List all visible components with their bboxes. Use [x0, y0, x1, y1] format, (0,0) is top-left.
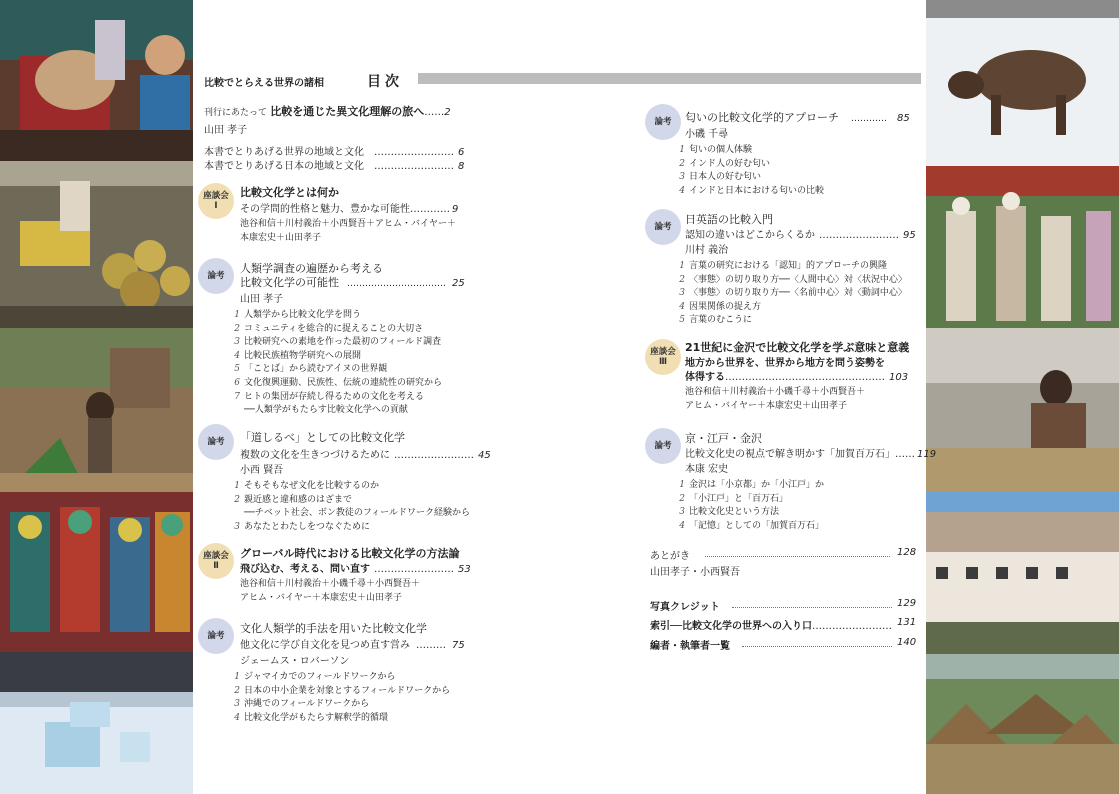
toc-entry-index[interactable]: 索引──比較文化学の世界への入り口……………………	[650, 621, 893, 632]
list-item	[228, 348, 361, 361]
list-item-number: 7	[234, 391, 240, 402]
zadan2-authors-2: アヒム・バイヤー＋本康宏史＋山田孝子	[240, 593, 403, 603]
list-item-number: 3	[679, 288, 685, 298]
afterword-leader	[705, 556, 890, 558]
list-item-text: ──人類学がもたらす比較文化学への貢献	[244, 405, 408, 416]
ronko-badge-2: 論考	[198, 424, 234, 460]
list-item-text: ヒトの集団が存続し得るための文化を考える	[244, 391, 425, 402]
list-item	[673, 477, 824, 490]
list-item-number: 3	[234, 521, 240, 532]
masked-dancers-photo	[926, 166, 1119, 328]
list-item-text: 沖縄でのフィールドワークから	[244, 699, 370, 709]
list-item-text: 日本の中小企業を対象とするフィールドワークから	[244, 685, 451, 696]
village-woman-photo	[0, 328, 193, 492]
list-item-number: 2	[234, 323, 240, 334]
list-item-text: 親近感と違和感のはざまで	[244, 494, 353, 505]
zadan1-authors-2: 本康宏史＋山田孝子	[240, 233, 322, 243]
list-item	[228, 361, 387, 374]
list-item-number: 4	[234, 712, 240, 723]
list-item	[673, 183, 824, 196]
list-item-text: 言葉のむこうに	[689, 315, 753, 325]
list-item-number: 2	[234, 494, 240, 505]
list-item	[228, 307, 361, 320]
toc-entry-preface[interactable]: 刊行にあたって 比較を通じた異文化理解の旅へ……2	[204, 105, 451, 118]
list-item-number: 4	[679, 301, 685, 312]
zadan-badge-3: 座談会 Ⅲ	[645, 339, 681, 375]
ronko-badge-4: 論考	[645, 104, 681, 140]
list-item	[228, 321, 423, 334]
list-item	[673, 518, 824, 531]
list-item-text: 人類学から比較文化学を問う	[244, 310, 362, 320]
book-title: 比較でとらえる世界の諸相	[204, 78, 324, 89]
zadan1-title[interactable]: 比較文化学とは何か	[240, 186, 339, 199]
list-item	[673, 491, 788, 504]
toc-title: 目次	[367, 74, 403, 90]
list-item-number: 1	[234, 672, 240, 682]
ronko6-subtitle: 比較文化史の視点で解き明かす「加賀百万石」…… 119	[685, 449, 937, 460]
toc-entry-japan-areas[interactable]: 本書でとりあげる日本の地域と文化 …………………… 8	[204, 161, 465, 172]
list-item	[673, 258, 887, 271]
yak-snow-photo	[926, 0, 1119, 166]
list-item	[228, 669, 395, 682]
list-item-number: 4	[679, 520, 685, 531]
photo-credits-page: 129	[897, 598, 917, 609]
list-item	[228, 334, 441, 347]
toc-entry-world-areas[interactable]: 本書でとりあげる世界の地域と文化 …………………… 6	[204, 147, 465, 158]
zadan1-authors: 池谷和信＋川村義治＋小西賢吾＋アヒム・バイヤー＋	[240, 219, 457, 229]
preface-author: 山田 孝子	[204, 125, 248, 136]
list-item	[228, 505, 470, 518]
ronko2-subtitle: 複数の文化を生きつづけるために …………………… 45	[240, 450, 491, 461]
list-item-text: そもそもなぜ文化を比較するのか	[244, 481, 380, 491]
ronko6-title[interactable]: 京・江戸・金沢	[685, 432, 762, 445]
list-item-text: 言葉の研究における「認知」的アプローチの興隆	[689, 261, 888, 271]
list-item	[673, 299, 761, 312]
afterword-page: 128	[897, 547, 917, 558]
street-vendor-photo	[0, 161, 193, 328]
list-item-number: 1	[679, 261, 685, 271]
list-item-text: 比較文化史という方法	[689, 507, 780, 517]
ronko3-subtitle: 他文化に学び自文化を見つめ直す営み ……… 75	[240, 640, 465, 651]
list-item	[228, 375, 442, 388]
monastery-photo	[926, 492, 1119, 654]
index-page: 131	[897, 617, 917, 628]
list-item-number: 4	[679, 185, 685, 196]
contributors-page: 140	[897, 637, 917, 648]
zadan3-subtitle-2: 体得する………………………………………… 103	[685, 372, 909, 383]
zadan2-title[interactable]: グローバル時代における比較文化学の方法論	[240, 547, 460, 560]
toc-entry-contributors[interactable]: 編者・執筆者一覧	[650, 641, 730, 652]
list-item-text: 比較文化学がもたらす解釈学的循環	[244, 712, 389, 723]
list-item	[228, 478, 379, 491]
zadan-badge-1: 座談会 Ⅰ	[198, 183, 234, 219]
ronko-badge-5: 論考	[645, 209, 681, 245]
list-item	[673, 285, 907, 298]
list-item-text: インドと日本における匂いの比較	[689, 185, 825, 196]
list-item	[228, 402, 408, 415]
photo-credits-leader	[732, 607, 892, 609]
list-item-number: 5	[234, 364, 240, 375]
zadan1-subtitle: その学問的性格と魅力、豊かな可能性………… 9	[240, 204, 459, 215]
ronko2-author: 小西 賢吾	[240, 465, 284, 476]
list-item-number: 2	[679, 493, 685, 504]
zadan-badge-2: 座談会 Ⅱ	[198, 543, 234, 579]
list-item	[673, 312, 752, 325]
list-item-text: あなたとわたしをつなぐために	[244, 521, 371, 532]
list-item-number: 3	[679, 172, 685, 182]
ronko-badge-3: 論考	[198, 618, 234, 654]
list-item-number: 2	[679, 274, 685, 285]
ronko5-author: 川村 義治	[685, 245, 729, 256]
ronko3-title[interactable]: 文化人類学的手法を用いた比較文化学	[240, 622, 427, 635]
ronko2-title[interactable]: 「道しるべ」としての比較文化学	[240, 431, 405, 444]
ronko5-title[interactable]: 日英語の比較入門	[685, 213, 773, 226]
zadan3-authors-2: アヒム・バイヤー＋本康宏史＋山田孝子	[685, 401, 848, 411]
list-item-text: 因果関係の捉え方	[689, 301, 762, 312]
list-item-text: 金沢は「小京都」か「小江戸」か	[689, 480, 825, 490]
list-item	[673, 156, 770, 169]
toc-entry-afterword[interactable]: あとがき	[650, 551, 690, 562]
list-item	[228, 710, 388, 723]
list-item-number: 2	[679, 158, 685, 169]
list-item-text: 文化復興運動、民族性、伝統の連続性の研究から	[244, 378, 443, 388]
ronko6-author: 本康 宏史	[685, 464, 729, 475]
list-item-text: コミュニティを総合的に捉えることの大切さ	[244, 323, 424, 334]
list-item	[228, 389, 424, 402]
list-item	[228, 696, 369, 709]
ronko4-author: 小磯 千尋	[685, 129, 729, 140]
list-item-number: 1	[234, 310, 240, 320]
zadan2-subtitle: 飛び込む、考える、問い直す …………………… 53	[240, 564, 471, 575]
festival-costume-photo	[0, 492, 193, 652]
thatched-village-photo	[926, 654, 1119, 794]
ronko4-title[interactable]: 匂いの比較文化学的アプローチ ………… 85	[685, 111, 910, 124]
ronko1-title[interactable]: 人類学調査の遍歴から考える	[240, 262, 383, 275]
ronko-badge-1: 論考	[198, 258, 234, 294]
zadan2-authors: 池谷和信＋川村義治＋小磯千尋＋小西賢吾＋	[240, 579, 421, 589]
ronko1-author: 山田 孝子	[240, 294, 284, 305]
list-item-text: 〈事態〉の切り取り方──〈人間中心〉対〈状況中心〉	[689, 274, 907, 285]
ronko5-subtitle: 認知の違いはどこからくるか …………………… 95	[685, 230, 916, 241]
list-item-number: 1	[679, 480, 685, 490]
ronko1-subtitle: 比較文化学の可能性 …………………………… 25	[240, 276, 465, 289]
list-item	[673, 142, 752, 155]
list-item-number: 2	[234, 685, 240, 696]
market-family-photo	[0, 0, 193, 161]
snow-ice-photo	[0, 652, 193, 794]
list-item-text: ジャマイカでのフィールドワークから	[244, 672, 396, 682]
header-bar	[418, 73, 921, 84]
list-item	[228, 492, 352, 505]
list-item-number: 3	[234, 337, 240, 348]
list-item-number: 4	[234, 350, 240, 361]
list-item-text: 比較民族植物学研究への展開	[244, 350, 362, 361]
zadan3-subtitle: 地方から世界を、世界から地方を問う姿勢を	[685, 358, 885, 369]
list-item-text: インド人の好む匂い	[689, 158, 771, 169]
list-item-text: 「小江戸」と「百万石」	[689, 493, 789, 504]
zadan3-title[interactable]: 21世紀に金沢で比較文化学を学ぶ意味と意義	[685, 341, 910, 354]
zadan3-authors: 池谷和信＋川村義治＋小磯千尋＋小西賢吾＋	[685, 387, 866, 397]
afterword-authors: 山田孝子・小西賢吾	[650, 567, 740, 578]
list-item	[673, 504, 779, 517]
list-item-number: 3	[679, 507, 685, 517]
list-item-text: 匂いの個人体験	[689, 145, 753, 155]
list-item-text: 「ことば」から読むアイヌの世界観	[244, 364, 388, 375]
ronko3-author: ジェームス・ロバーソン	[240, 656, 350, 667]
list-item	[673, 169, 761, 182]
list-item-number: 1	[234, 481, 240, 491]
list-item	[228, 519, 370, 532]
list-item-text: 〈事態〉の切り取り方──〈名前中心〉対〈動詞中心〉	[689, 288, 907, 298]
list-item-text: ──チベット社会、ボン教徒のフィールドワーク経験から	[244, 508, 470, 518]
list-item-text: 比較研究への素地を作った最初のフィールド調査	[244, 337, 442, 348]
list-item	[673, 272, 907, 285]
list-item-number: 5	[679, 315, 685, 325]
list-item-text: 「記憶」としての「加賀百万石」	[689, 520, 825, 531]
ronko-badge-6: 論考	[645, 428, 681, 464]
list-item-number: 1	[679, 145, 685, 155]
contributors-leader	[742, 646, 892, 648]
list-item-number: 3	[234, 699, 240, 709]
list-item	[228, 683, 450, 696]
list-item-number: 6	[234, 378, 240, 388]
woman-weaving-photo	[926, 328, 1119, 492]
list-item-text: 日本人の好む匂い	[689, 172, 762, 182]
toc-entry-photo-credits[interactable]: 写真クレジット	[650, 602, 720, 613]
